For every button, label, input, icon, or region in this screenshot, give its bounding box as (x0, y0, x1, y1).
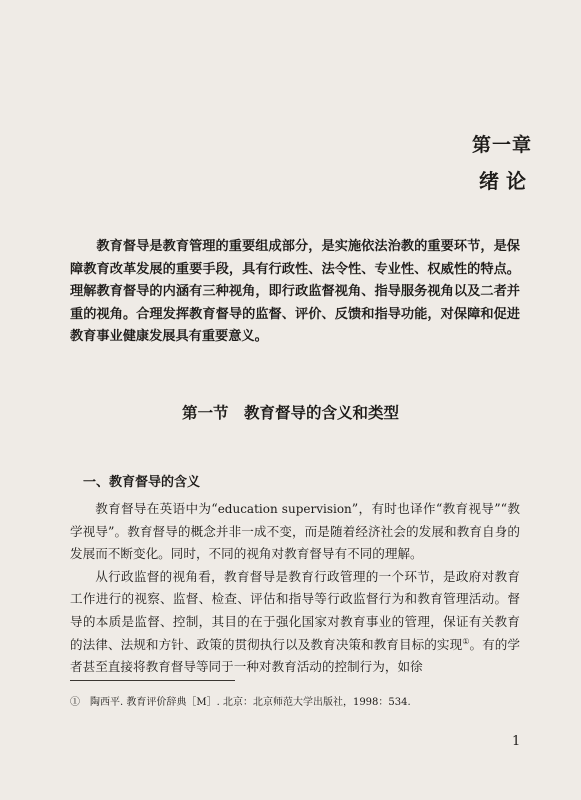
chapter-title: 绪论 (479, 169, 533, 193)
abstract-paragraph: 教育督导是教育管理的重要组成部分，是实施依法治教的重要环节，是保障教育改革发展的重要手段，具有行政性、法令性、专业性、权威性的特点。理解教育督导的内涵有三种视角，即行政监督视角、指导服务视角以及二者并重的视角。合理发挥教育督导的监督、评价、反馈和指导功能，对保障和促进教育事业健康发展具有重要意义。 (70, 239, 520, 344)
chapter-abstract (70, 236, 520, 349)
subsection-title: 一、教育督导的含义 (83, 475, 201, 490)
body-paragraph-2 (70, 566, 520, 679)
p2-text-before: 从行政监督的视角看，教育督导是教育行政管理的一个环节，是政府对教育工作进行的视察、监督、检查、评估和指导等行政监督行为和教育管理活动。督导的本质是监督、控制，其目的在于强化国家对教育事业的管理，保证有关教育的法律、法规和方针、政策的贯彻执行以及教育决策和教育目标的实现 (70, 568, 520, 652)
page-number: 1 (512, 734, 521, 749)
footnote-marker[interactable]: ① (462, 636, 470, 646)
footnote-divider (70, 680, 235, 681)
section-title: 第一节 教育督导的含义和类型 (181, 404, 399, 422)
p1-text-after: ”，有时也译作“教育视导”“教学视导”。教育督导的概念并非一成不变，而是随着经济社会的发展和教育自身的发展而不断变化。同时，不同的视角对教育督导有不同的理解。 (70, 501, 520, 562)
footnote: ① 陶西平. 教育评价辞典［M］. 北京：北京师范大学出版社，1998：534. (70, 697, 411, 708)
body-paragraph-1 (70, 498, 520, 566)
p2-text-after: 。有的学者甚至直接将教育督导等同于一种对教育活动的控制行为，如徐 (70, 636, 521, 675)
chapter-label: 第一章 (472, 134, 533, 156)
p1-text-before: 教育督导在英语中为“ (95, 501, 218, 516)
p1-english-term: education supervision (217, 502, 352, 516)
body-text (70, 498, 520, 679)
